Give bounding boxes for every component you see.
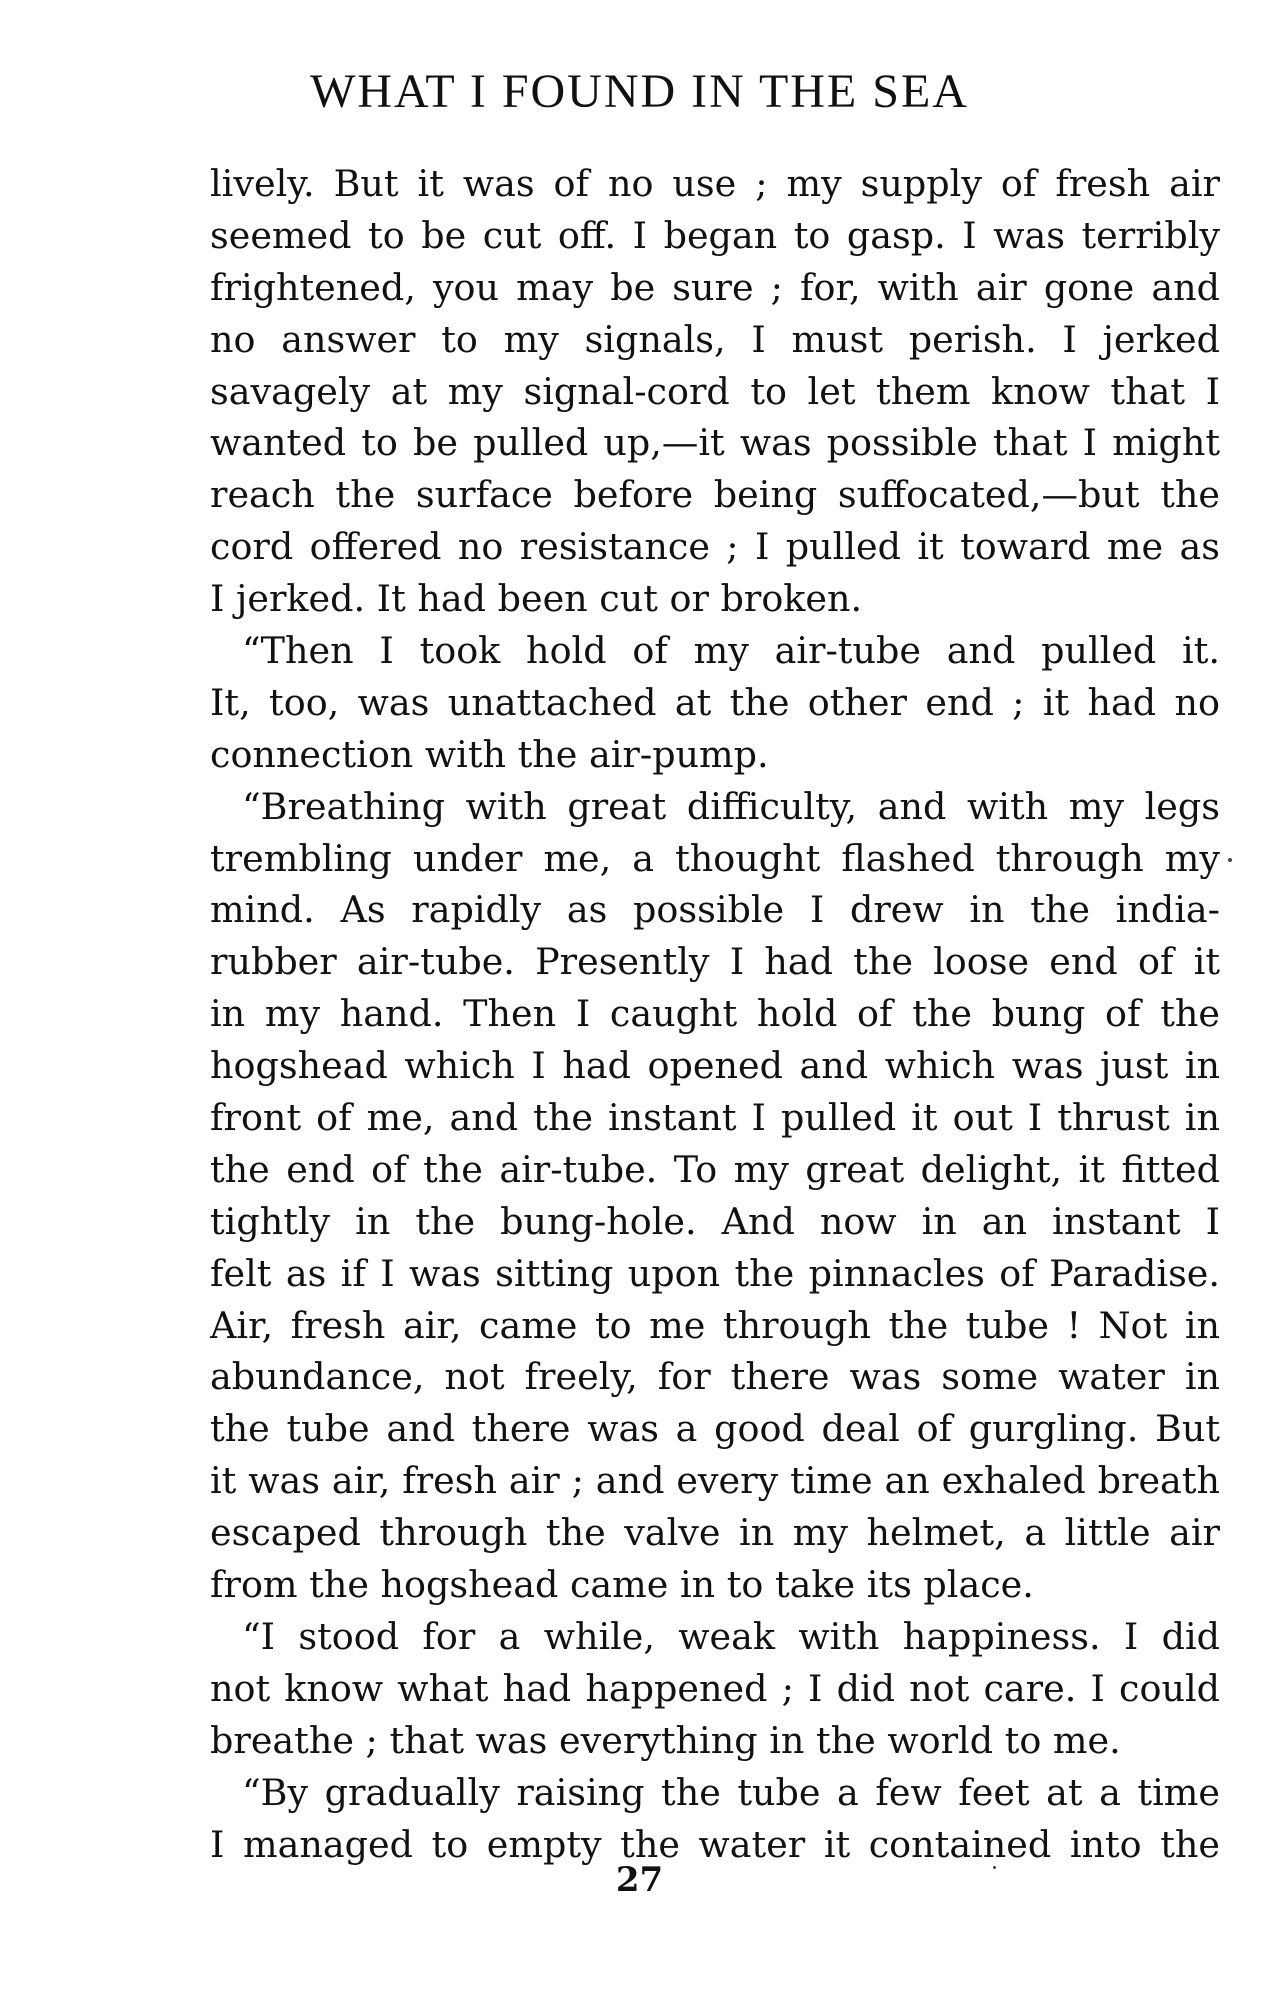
text-line: felt as if I was sitting upon the pinnacles of Paradise. xyxy=(210,1251,1220,1295)
text-line: “Breathing with great difficulty, and with my legs xyxy=(242,784,1220,828)
text-line: tightly in the bung-hole. And now in an instant I xyxy=(210,1199,1220,1243)
text-line: escaped through the valve in my helmet, a little air xyxy=(210,1511,1220,1555)
text-line: reach the surface before being suffocated,—but the xyxy=(210,473,1220,517)
running-head: WHAT I FOUND IN THE SEA xyxy=(310,65,969,118)
text-line: front of me, and the instant I pulled it out I thrust in xyxy=(210,1096,1220,1140)
text-line: Air, fresh air, came to me through the tube ! Not in xyxy=(210,1303,1220,1347)
text-line: “By gradually raising the tube a few feet at a time xyxy=(242,1770,1220,1814)
text-line: cord offered no resistance ; I pulled it toward me as xyxy=(210,525,1220,569)
text-line: I jerked. It had been cut or broken. xyxy=(210,577,863,621)
text-line: connection with the air-pump. xyxy=(210,732,769,776)
text-line: hogshead which I had opened and which was just in xyxy=(210,1044,1220,1088)
text-line: rubber air-tube. Presently I had the loose end of it xyxy=(210,940,1220,984)
text-line: It, too, was unattached at the other end ; it had no xyxy=(210,680,1220,724)
text-line: mind. As rapidly as possible I drew in the india- xyxy=(210,888,1220,932)
page-number: 27 xyxy=(615,1860,664,1900)
body-text xyxy=(210,158,1220,1870)
text-line: savagely at my signal-cord to let them know that I xyxy=(210,369,1220,413)
text-line: the tube and there was a good deal of gurgling. But xyxy=(210,1407,1220,1451)
text-line: it was air, fresh air ; and every time an exhaled breath xyxy=(210,1459,1220,1503)
text-line: seemed to be cut off. I began to gasp. I was terribly xyxy=(210,213,1220,257)
text-line: from the hogshead came in to take its place. xyxy=(210,1563,1034,1607)
text-line: in my hand. Then I caught hold of the bung of the xyxy=(210,992,1220,1036)
scan-speck xyxy=(1228,858,1232,862)
text-line: no answer to my signals, I must perish. I jerked xyxy=(210,317,1220,361)
text-line: wanted to be pulled up,—it was possible that I might xyxy=(210,421,1220,465)
text-line: frightened, you may be sure ; for, with air gone and xyxy=(210,265,1220,309)
text-line: breathe ; that was everything in the world to me. xyxy=(210,1718,1121,1762)
text-line: not know what had happened ; I did not care. I could xyxy=(210,1666,1220,1710)
text-line: “Then I took hold of my air-tube and pulled it. xyxy=(242,629,1220,673)
text-line: lively. But it was of no use ; my supply of fresh air xyxy=(210,162,1220,205)
scan-speck xyxy=(993,1866,996,1869)
text-line: “I stood for a while, weak with happiness. I did xyxy=(242,1614,1220,1658)
text-line: the end of the air-tube. To my great delight, it fitted xyxy=(210,1147,1220,1191)
text-line: abundance, not freely, for there was some water in xyxy=(210,1355,1220,1399)
text-line: I managed to empty the water it contained into the xyxy=(210,1822,1220,1866)
text-line: trembling under me, a thought flashed through my xyxy=(210,836,1220,880)
